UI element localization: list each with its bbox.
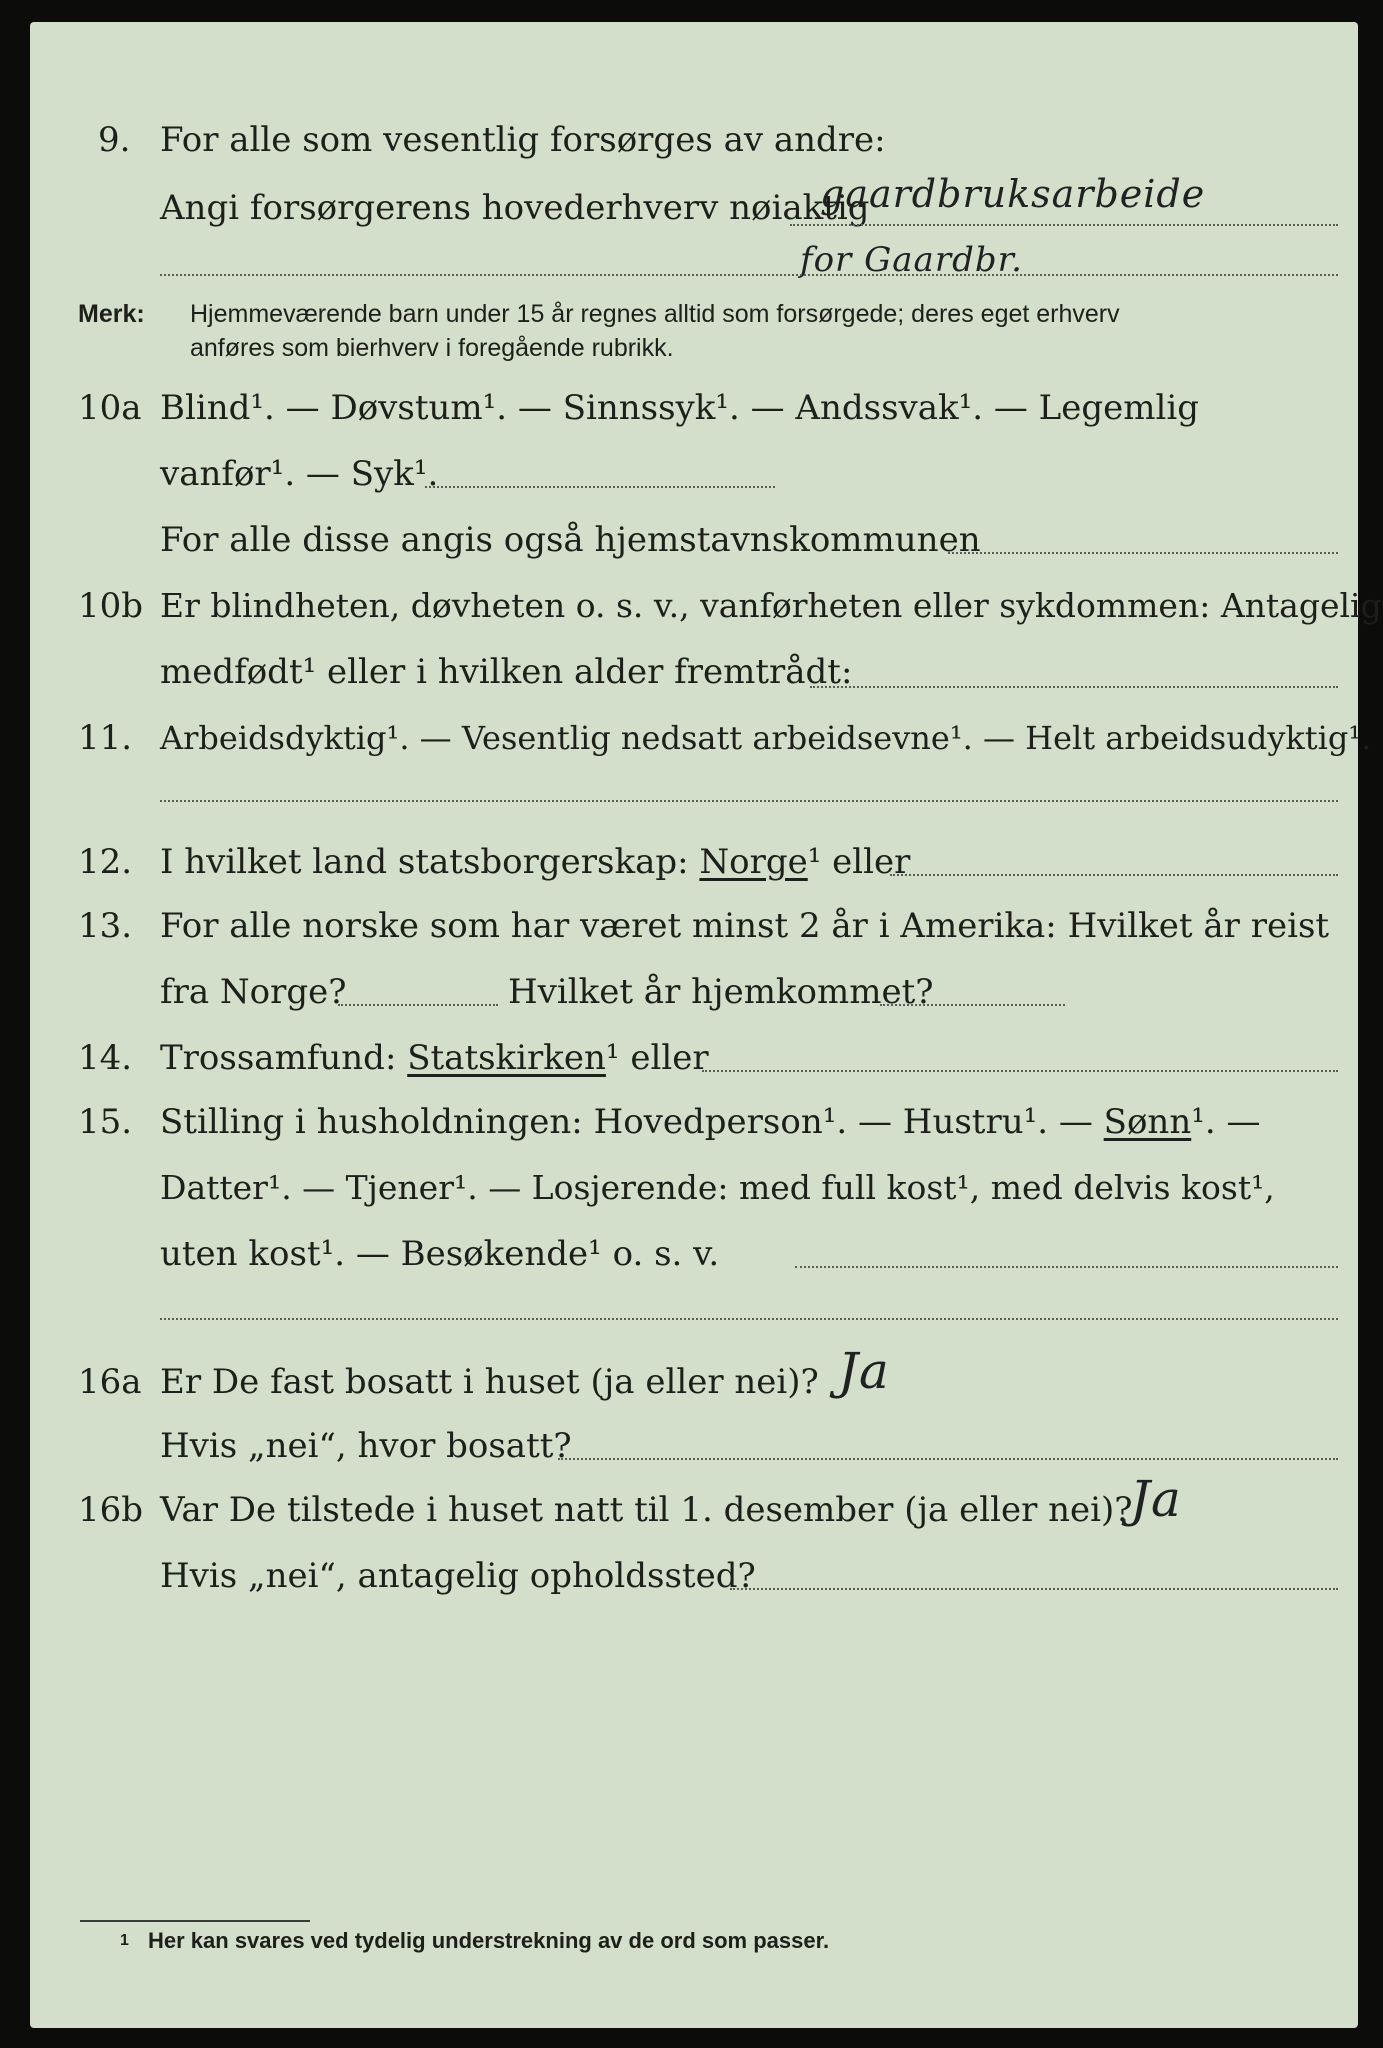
question-9-answer-line-2 xyxy=(160,274,1338,276)
question-11-answer-line xyxy=(160,800,1338,802)
question-16a-line1: Er De fast bosatt i huset (ja eller nei)? xyxy=(160,1362,819,1402)
question-12-prefix: I hvilket land statsborgerskap: xyxy=(160,842,689,882)
question-14-underlined-answer: Statskirken xyxy=(407,1038,606,1078)
question-9-handwritten-answer-2: for Gaardbr. xyxy=(800,240,1023,280)
question-16a-answer-line xyxy=(558,1458,1338,1460)
footnote-marker: 1 xyxy=(120,1932,129,1949)
question-10a-answer-line xyxy=(425,486,775,488)
question-10b-answer-line xyxy=(810,686,1338,688)
question-9-answer-line xyxy=(790,224,1338,226)
question-15-answer-line xyxy=(795,1266,1338,1268)
question-16a-handwritten-answer: Ja xyxy=(838,1342,890,1400)
question-10a-hometown-line xyxy=(948,552,1338,554)
question-16b-answer-line xyxy=(730,1588,1338,1590)
question-13-year-returned-line xyxy=(880,1004,1065,1006)
footnote-divider xyxy=(80,1920,310,1922)
question-16b-handwritten-answer: Ja xyxy=(1130,1470,1182,1528)
question-13-number: 13. xyxy=(78,906,133,946)
question-11-line1: Arbeidsdyktig¹. — Vesentlig nedsatt arbeidsevne¹. — Helt arbeidsudyktig¹. xyxy=(160,719,1372,757)
question-16b-line2: Hvis „nei“, antagelig opholdssted? xyxy=(160,1556,756,1596)
question-12-answer-line xyxy=(890,874,1338,876)
question-15-line1-suffix: ¹. — xyxy=(1191,1102,1261,1142)
question-10a-line2: vanfør¹. — Syk¹. xyxy=(160,454,439,494)
question-14-number: 14. xyxy=(78,1038,133,1078)
question-15-line2: Datter¹. — Tjener¹. — Losjerende: med full kost¹, med delvis kost¹, xyxy=(160,1168,1275,1207)
question-9-number: 9. xyxy=(98,120,131,160)
census-form-page xyxy=(30,22,1382,2028)
question-15-line3: uten kost¹. — Besøkende¹ o. s. v. xyxy=(160,1234,720,1274)
question-10b-number: 10b xyxy=(78,586,144,626)
question-12-number: 12. xyxy=(78,842,133,882)
question-14-prefix: Trossamfund: xyxy=(160,1038,397,1078)
question-10b-line1: Er blindheten, døvheten o. s. v., vanførheten eller sykdommen: Antagelig xyxy=(160,586,1382,625)
question-16a-number: 16a xyxy=(78,1362,142,1402)
question-13-line2a: fra Norge? xyxy=(160,972,347,1012)
question-15-line1 xyxy=(160,1102,1260,1142)
question-10a-line1: Blind¹. — Døvstum¹. — Sinnssyk¹. — Andssvak¹. — Legemlig xyxy=(160,388,1199,428)
question-10a-number: 10a xyxy=(78,388,142,428)
question-12-line xyxy=(160,842,910,882)
question-14-suffix: ¹ eller xyxy=(605,1038,709,1078)
question-15-line1-prefix: Stilling i husholdningen: Hovedperson¹. — Hustru¹. — xyxy=(160,1102,1093,1142)
question-15-number: 15. xyxy=(78,1102,133,1142)
question-16b-number: 16b xyxy=(78,1490,144,1530)
question-14-line xyxy=(160,1038,709,1078)
question-15-underlined-answer: Sønn xyxy=(1103,1102,1192,1142)
question-11-number: 11. xyxy=(78,718,133,758)
merk-line1: Hjemmeværende barn under 15 år regnes alltid som forsørgede; deres eget erhverv xyxy=(190,300,1120,328)
question-13-line2b: Hvilket år hjemkommet? xyxy=(508,972,934,1012)
question-9-line2: Angi forsørgerens hovederhverv nøiaktig xyxy=(160,188,870,228)
question-16b-line1: Var De tilstede i huset natt til 1. desember (ja eller nei)? xyxy=(160,1490,1133,1530)
question-12-underlined-answer: Norge xyxy=(699,842,808,882)
merk-line2: anføres som bierhverv i foregående rubrikk. xyxy=(190,334,674,362)
question-16a-line2: Hvis „nei“, hvor bosatt? xyxy=(160,1426,572,1466)
footnote-text: Her kan svares ved tydelig understrekning av de ord som passer. xyxy=(148,1928,830,1953)
question-13-year-left-line xyxy=(338,1004,498,1006)
question-13-line1: For alle norske som har været minst 2 år i Amerika: Hvilket år reist xyxy=(160,906,1330,946)
question-15-answer-line-2 xyxy=(160,1318,1338,1320)
question-10b-line2: medfødt¹ eller i hvilken alder fremtrådt: xyxy=(160,652,853,692)
question-9-line1: For alle som vesentlig forsørges av andre: xyxy=(160,120,886,160)
question-10a-line3: For alle disse angis også hjemstavnskommunen xyxy=(160,520,981,560)
question-12-suffix: ¹ eller xyxy=(807,842,911,882)
question-9-handwritten-answer: gaardbruksarbeide xyxy=(820,172,1206,216)
question-14-answer-line xyxy=(702,1070,1338,1072)
merk-label: Merk: xyxy=(78,300,145,328)
